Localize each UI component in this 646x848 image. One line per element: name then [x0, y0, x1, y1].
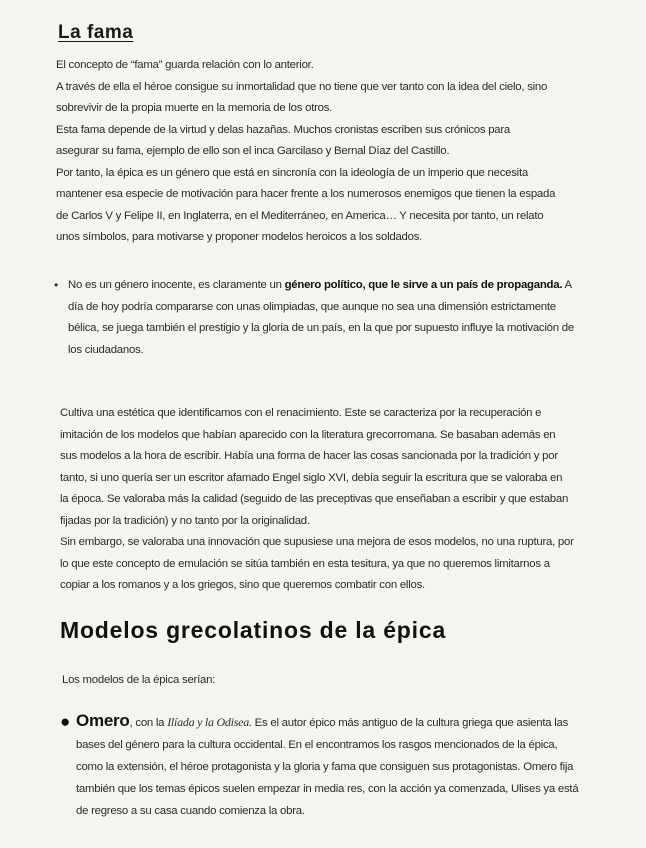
text-line: de Carlos V y Felipe II, en Inglaterra, en el Mediterráneo, en America… Y necesita por tanto, un relato [56, 209, 544, 222]
author-name: Omero [76, 711, 130, 730]
text-line: Sin embargo, se valoraba una innovación que supusiese una mejora de esos modelos, no una ruptura, por [60, 536, 574, 548]
section-title-la-fama: La fama [58, 22, 134, 43]
text-line: copiar a los romanos y a los griegos, sino que queremos combatir con ellos. [60, 579, 425, 591]
bullet-text-mid: , con la [129, 717, 168, 729]
bullet-text [76, 710, 586, 822]
bullet-text-before: No es un género inocente, es claramente un [68, 279, 285, 291]
text-line: tanto, si uno quería ser un escritor afamado Engel siglo XVI, debía seguir la escritura que se valoraba en [60, 471, 563, 484]
bullet-marker: ● [60, 712, 71, 731]
text-line: la época. Se valoraba más la calidad (seguido de las preceptivas que enseñaban a escribir y que estaban [60, 493, 569, 505]
text-line: Esta fama depende de la virtud y delas hazañas. Muchos cronistas escriben sus crónicos para [56, 123, 511, 136]
text-line: unos símbolos, para motivarse y proponer modelos heroicos a los soldados. [56, 231, 423, 243]
paragraph-la-fama [56, 55, 588, 249]
bullet-text-after: Es el autor épico más antiguo de la cultura griega que asienta las bases del género para la cultura occidental. En el encontramos los rasgos mencionados de la épica, como la extensión, el héroe protagonista y la gloria y fama que consiguen sus protagonistas. Omero fija también que los temas épicos suelen empezar in media res, con la acción ya comenzada, Ulises ya está de regreso a su casa cuando comienza la obra. [76, 717, 579, 817]
bullet-marker: • [54, 278, 59, 292]
text-line: mantener esa especie de motivación para hacer frente a los numerosos enemigos que tienen la espada [56, 188, 556, 200]
text-line: asegurar su fama, ejemplo de ello son el inca Garcilaso y Bernal Díaz del Castillo. [56, 145, 450, 157]
bullet-bold-text: género político, que le sirve a un país de propaganda. [284, 279, 563, 291]
intro-text: Los modelos de la épica serían: [62, 674, 216, 686]
work-title: Ilíada y la Odisea. [167, 715, 252, 729]
bullet-text-after: A día de hoy podría compararse con unas olimpiadas, que aunque no sea una dimensión estrictamente bélica, se juega también el prestigio y la gloria de un país, en la que por supuesto influye la motivación de los ciudadanos. [68, 279, 574, 356]
text-line: imitación de los modelos que habían aparecido con la literatura grecorromana. Se basaban además en [60, 428, 556, 441]
bullet-genero-politico [54, 275, 594, 361]
bullet-omero [60, 710, 600, 822]
text-line: fijadas por la tradición) y no tanto por la originalidad. [60, 514, 310, 527]
text-line: sus modelos a la hora de escribir. Había una forma de hacer las cosas sancionada por la tradición y por [60, 450, 558, 462]
text-line: sobrevivir de la propia muerte en la memoria de los otros. [56, 102, 333, 114]
text-line: Cultiva una estética que identificamos con el renacimiento. Este se caracteriza por la recuperación e [60, 407, 542, 419]
text-line: lo que este concepto de emulación se sitúa también en esta tesitura, ya que no queremos limitarnos a [60, 557, 550, 570]
section-title-modelos: Modelos grecolatinos de la épica [60, 617, 447, 643]
text-line: Por tanto, la épica es un género que está en sincronía con la ideología de un imperio que necesita [56, 166, 528, 179]
text-line: A través de ella el héroe consigue su inmortalidad que no tiene que ver tanto con la idea del cielo, sino [56, 80, 548, 93]
bullet-text [68, 275, 588, 361]
paragraph-renacimiento [60, 403, 590, 597]
text-line: El concepto de “fama” guarda relación con lo anterior. [56, 59, 314, 71]
